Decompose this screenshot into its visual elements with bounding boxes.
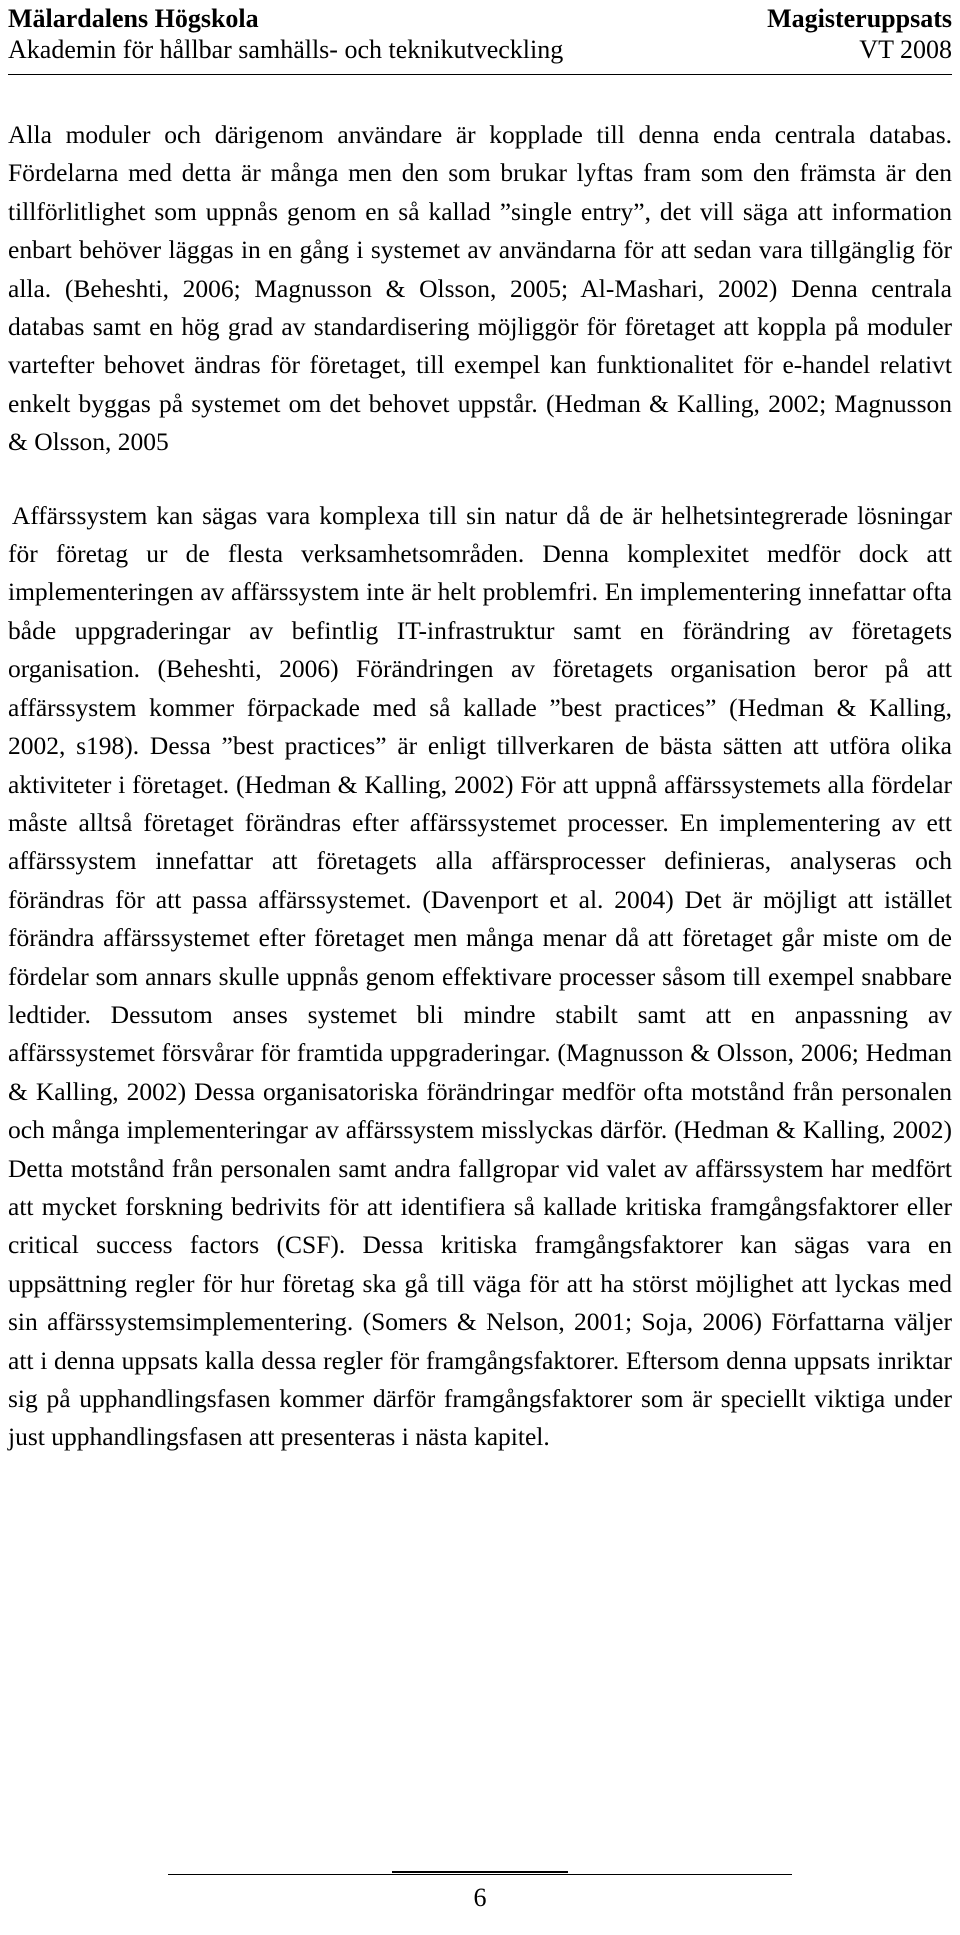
header-divider xyxy=(8,74,952,75)
document-type: Magisteruppsats xyxy=(767,4,952,33)
paragraph-2: Affärssystem kan sägas vara komplexa till sin natur då de är helhetsintegrerade lösningar för företag ur de flesta verksamhetsområden. Denna komplexitet medför dock att implementeringen av affärssystem inte är helt problemfri. En implementering innefattar ofta både uppgraderingar av befintlig IT-infrastruktur samt en förändring av företagets organisation. (Beheshti, 2006) Förändringen av företagets organisation beror på att affärssystem kommer förpackade med så kallade ”best practices” (Hedman & Kalling, 2002, s198). Dessa ”best practices” är enligt tillverkaren de bästa sätten att utföra olika aktiviteter i företaget. (Hedman & Kalling, 2002) För att uppnå affärssystemets alla fördelar måste alltså företaget förändras efter affärssystemet processer. En implementering av ett affärssystem innefattar att företagets alla affärsprocesser definieras, analyseras och förändras för att passa affärssystemet. (Davenport et al. 2004) Det är möjligt att istället förändra affärssystemet efter företaget men många menar då att företaget går miste om de fördelar som annars skulle uppnås genom effektivare processer såsom till exempel snabbare ledtider. Dessutom anses systemet bli mindre stabilt samt att en anpassning av affärssystemet försvårar för framtida uppgraderingar. (Magnusson & Olsson, 2006; Hedman & Kalling, 2002) Dessa organisatoriska förändringar medför ofta motstånd från personalen och många implementeringar av affärssystem misslyckas därför. (Hedman & Kalling, 2002) Detta motstånd från personalen samt andra fallgropar vid valet av affärssystem har medfört att mycket forskning bedrivits för att identifiera så kallade kritiska framgångsfaktorer eller critical success factors (CSF). Dessa kritiska framgångsfaktorer kan sägas vara en uppsättning regler för hur företag ska gå till väga för att ha störst möjlighet att lyckas med sin affärssystemsimplementering. (Somers & Nelson, 2001; Soja, 2006) Författarna väljer att i denna uppsats kalla dessa regler för framgångsfaktorer. Eftersom denna uppsats inriktar sig på upphandlingsfasen kommer därför framgångsfaktorer som är speciellt viktiga under just upphandlingsfasen att presenteras i nästa kapitel. xyxy=(8,500,952,1452)
page-number: 6 xyxy=(473,1883,487,1912)
footer-divider xyxy=(168,1874,792,1875)
header-top-row xyxy=(8,4,952,34)
institution-name: Mälardalens Högskola xyxy=(8,4,259,33)
document-body xyxy=(8,116,952,1457)
department-name: Akademin för hållbar samhälls- och teknikutveckling xyxy=(8,35,564,64)
paragraph-1: Alla moduler och därigenom användare är kopplade till denna enda centrala databas. Fördelarna med detta är många men den som brukar lyftas fram som den främsta är den tillförlitlighet som uppnås genom en så kallad ”single entry”, det vill säga att information enbart behöver läggas in en gång i systemet av användarna för att sedan vara tillgänglig för alla. (Beheshti, 2006; Magnusson & Olsson, 2005; Al-Mashari, 2002) Denna centrala databas samt en hög grad av standardisering möjliggör för företaget att koppla på moduler vartefter behovet ändras för företaget, till exempel kan funktionalitet för e-handel relativt enkelt byggas på systemet om det behovet uppstår. (Hedman & Kalling, 2002; Magnusson & Olsson, 2005 xyxy=(8,120,952,457)
term-label: VT 2008 xyxy=(859,35,952,64)
footer-divider-accent xyxy=(392,1871,568,1873)
header-bottom-row xyxy=(8,34,952,66)
